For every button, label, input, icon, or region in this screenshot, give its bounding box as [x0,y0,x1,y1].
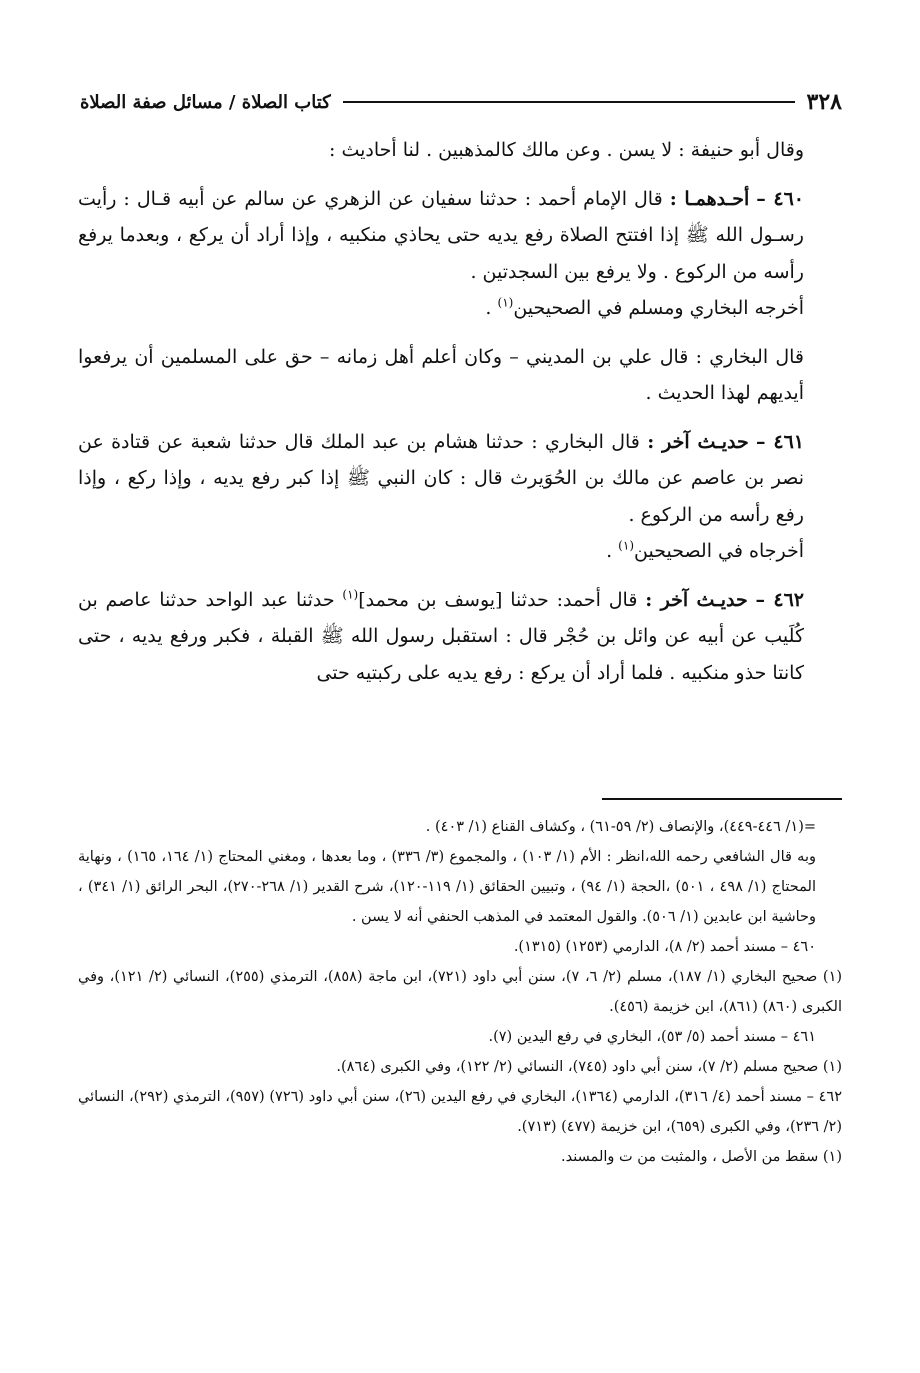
hadith-lead-460: أحـدهمـا : [669,187,750,210]
page-number: ٣٢٨ [806,89,842,115]
footnote-line: ٤٦١ – مسند أحمد (٥/ ٥٣)، البخاري في رفع اليدين (٧). [488,1029,816,1045]
footnote-line: ٤٦٠ – مسند أحمد (٢/ ٨)، الدارمي (١٢٥٣) (١٣١٥). [513,939,816,955]
hadith-text-461: قال البخاري : حدثنا هشام بن عبد الملك قال حدثنا شعبة عن قتادة عن نصر بن عاصم عن مالك بن الحُوَيرث قال : كان النبي ﷺ إذا كبر رفع يديه ، وإذا ركع ، وإذا رفع رأسه من الركوع . [78,430,804,526]
running-title: كتاب الصلاة / مسائل صفة الصلاة [80,91,331,113]
hadith-lead-462: حديـث آخر : [645,588,748,611]
takhrij-text-460: أخرجه البخاري ومسلم في الصحيحين [513,297,804,319]
hadith-number-462: ٤٦٢ – [755,588,805,611]
hadith-number-461: ٤٦١ – [756,430,805,453]
footnote-marker: (١) [342,587,359,602]
takhrij-end-461: . [606,540,619,562]
header-rule [343,101,795,103]
hadith-text-462b: حدثنا عبد الواحد حدثنا عاصم بن كُلَيب عن أبيه عن وائل بن حُجْر قال : استقبل رسول الله ﷺ القبلة ، فكبر ورفع يديه ، حتى كانتا حذو منكبيه . فلما أراد أن يركع : رفع يديه على ركبتيه حتى [78,588,804,684]
footnote-line: (١) صحيح البخاري (١/ ١٨٧)، مسلم (٢/ ٦، ٧)، سنن أبي داود (٧٢١)، ابن ماجة (٨٥٨)، الترمذي (٢٥٥)، النسائي (٢/ ١٢١)، وفي الكبرى (٨٦٠) (٨٦١)، ابن خزيمة (٤٥٦). [78,969,843,1015]
takhrij-461 [78,533,842,570]
hadith-462 [78,582,842,692]
hadith-text-460: قال الإمام أحمد : حدثنا سفيان عن الزهري عن سالم عن أبيه قـال : رأيت رسـول الله ﷺ إذا افتتح الصلاة رفع يديه حتى يحاذي منكبيه ، وإذا أراد أن يركع ، وبعدما يرفع رأسه من الركوع . ولا يرفع بين السجدتين . [78,187,804,283]
footnotes [78,812,842,1172]
hadith-461 [78,424,842,534]
hadith-number-460: ٤٦٠ – [756,187,804,210]
hadith-460 [78,181,842,291]
takhrij-end-460: . [485,297,498,319]
takhrij-text-461: أخرجاه في الصحيحين [634,540,804,562]
footnote-line: ٤٦٢ – مسند أحمد (٤/ ٣١٦)، الدارمي (١٣٦٤)، البخاري في رفع اليدين (٢٦)، سنن أبي داود (٧٢٦) (٩٥٧)، الترمذي (٢٩٢)، النسائي (٢/ ٢٣٦)، وفي الكبرى (٦٥٩)، ابن خزيمة (٤٧٧) (٧١٣). [78,1089,842,1135]
hadith-lead-461: حديـث آخر : [647,430,749,453]
hadith-text-462a: قال أحمد: حدثنا [يوسف بن محمد] [358,588,638,611]
footnote-line: =(١/ ٤٤٦-٤٤٩)، والإنصاف (٢/ ٥٩-٦١) ، وكشاف القناع (١/ ٤٠٣) . [425,819,816,835]
page-header [80,86,842,118]
footnote-marker: (١) [497,295,514,310]
footnote-marker: (١) [618,538,634,553]
main-text [78,132,842,691]
footnote-line: وبه قال الشافعي رحمه الله،انظر : الأم (١/ ١٠٣) ، والمجموع (٣/ ٣٣٦) ، وما بعدها ، ومغني المحتاج (١/ ١٦٤، ١٦٥) ، ونهاية المحتاج (١/ ٤٩٨ ، ٥٠١) ،الحجة (١/ ٩٤) ، وتبيين الحقائق (١/ ١١٩-١٢٠)، شرح القدير (١/ ٢٦٨-٢٧٠)، البحر الرائق (١/ ٣٤١) ، وحاشية ابن عابدين (١/ ٥٠٦). والقول المعتمد في المذهب الحنفي أنه لا يسن . [78,849,816,925]
footnote-line: (١) صحيح مسلم (٢/ ٧)، سنن أبي داود (٧٤٥)، النسائي (٢/ ١٢٢)، وفي الكبرى (٨٦٤). [336,1059,842,1075]
footnote-line: (١) سقط من الأصل ، والمثبت من ت والمسند. [561,1149,842,1165]
takhrij-460 [78,290,842,327]
footnote-separator [602,798,842,800]
bukhari-note: قال البخاري : قال علي بن المديني – وكان أعلم أهل زمانه – حق على المسلمين أن يرفعوا أيديهم لهذا الحديث . [78,345,804,404]
paragraph-madhhab: وقال أبو حنيفة : لا يسن . وعن مالك كالمذهبين . لنا أحاديث : [329,139,804,161]
